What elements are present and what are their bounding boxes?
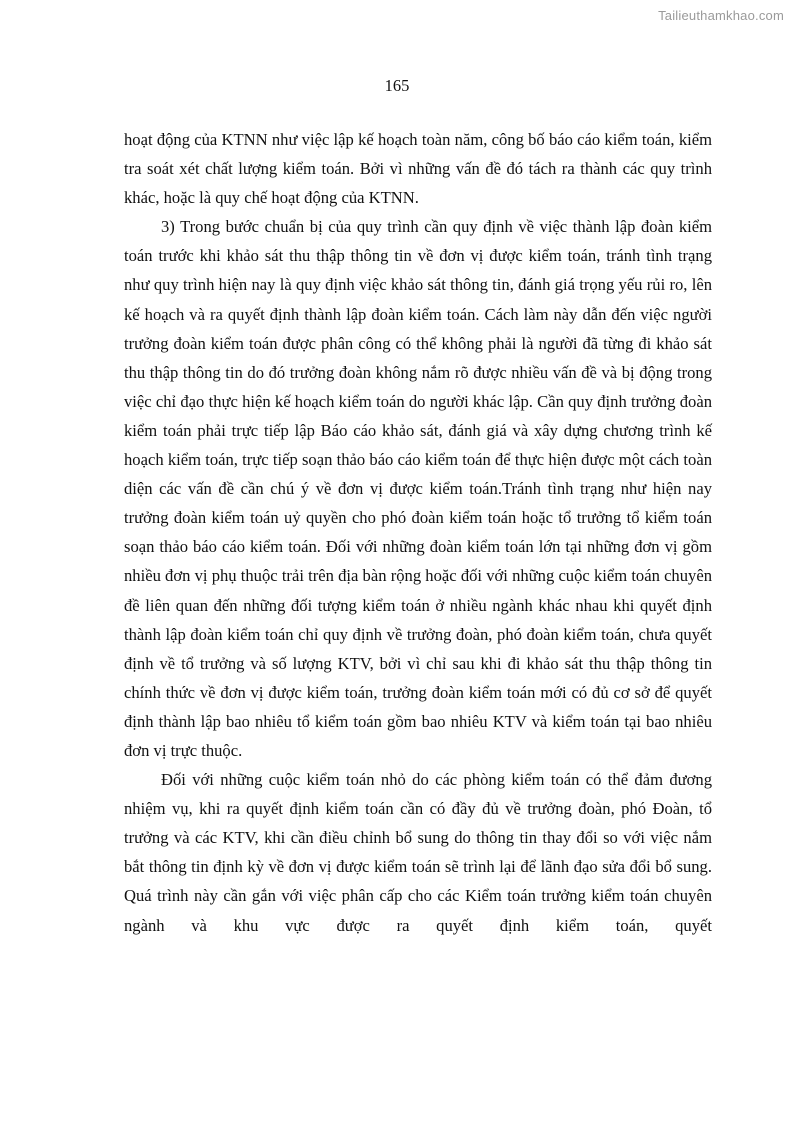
paragraph-2: 3) Trong bước chuẩn bị của quy trình cần quy định về việc thành lập đoàn kiểm toán trước khi khảo sát thu thập thông tin về đơn vị được kiểm toán, tránh tình trạng như quy trình hiện nay là quy định việc khảo sát thông tin, đánh giá trọng yếu rủi ro, lên kế hoạch và ra quyết định thành lập đoàn kiểm toán. Cách làm này dẫn đến việc người trưởng đoàn kiểm toán được phân công có thể không phải là người đã từng đi khảo sát thu thập thông tin do đó trưởng đoàn không nắm rõ được nhiều vấn đề và bị động trong việc chỉ đạo thực hiện kế hoạch kiểm toán do người khác lập. Cần quy định trưởng đoàn kiểm toán phải trực tiếp lập Báo cáo khảo sát, đánh giá và xây dựng chương trình kế hoạch kiểm toán, trực tiếp soạn thảo báo cáo kiểm toán để thực hiện được một cách toàn diện các vấn đề cần chú ý về đơn vị được kiểm toán.Tránh tình trạng như hiện nay trưởng đoàn kiểm toán uỷ quyền cho phó đoàn kiểm toán hoặc tổ trưởng tổ kiểm toán soạn thảo báo cáo kiểm toán. Đối với những đoàn kiểm toán lớn tại những đơn vị gồm nhiều đơn vị phụ thuộc trải trên địa bàn rộng hoặc đối với những cuộc kiểm toán chuyên đề liên quan đến những đối tượng kiểm toán ở nhiều ngành khác nhau khi quyết định thành lập đoàn kiểm toán chỉ quy định về trưởng đoàn, phó đoàn kiểm toán, chưa quyết định về tổ trưởng và số lượng KTV, bởi vì chỉ sau khi đi khảo sát thu thập thông tin chính thức về đơn vị được kiểm toán, trưởng đoàn kiểm toán mới có đủ cơ sở để quyết định thành lập bao nhiêu tổ kiểm toán gồm bao nhiêu KTV và kiểm toán tại bao nhiêu đơn vị trực thuộc. (124, 217, 712, 760)
paragraph-3: Đối với những cuộc kiểm toán nhỏ do các phòng kiểm toán có thể đảm đương nhiệm vụ, khi ra quyết định kiểm toán cần có đầy đủ về trưởng đoàn, phó Đoàn, tổ trưởng và các KTV, khi cần điều chỉnh bổ sung do thông tin thay đổi so với việc nắm bắt thông tin định kỳ về đơn vị được kiểm toán sẽ trình lại để lãnh đạo sửa đổi bổ sung. Quá trình này cần gắn với việc phân cấp cho các Kiểm toán trưởng kiểm toán chuyên ngành và khu vực được ra quyết định kiểm toán, quyết (124, 770, 712, 935)
page-number: 165 (384, 76, 410, 95)
document-body (124, 125, 712, 940)
watermark-text: Tailieuthamkhao.com (658, 8, 784, 23)
paragraph-1: hoạt động của KTNN như việc lập kế hoạch toàn năm, công bố báo cáo kiểm toán, kiểm tra soát xét chất lượng kiểm toán. Bởi vì những vấn đề đó tách ra thành các quy trình khác, hoặc là quy chế hoạt động của KTNN. (124, 130, 712, 208)
